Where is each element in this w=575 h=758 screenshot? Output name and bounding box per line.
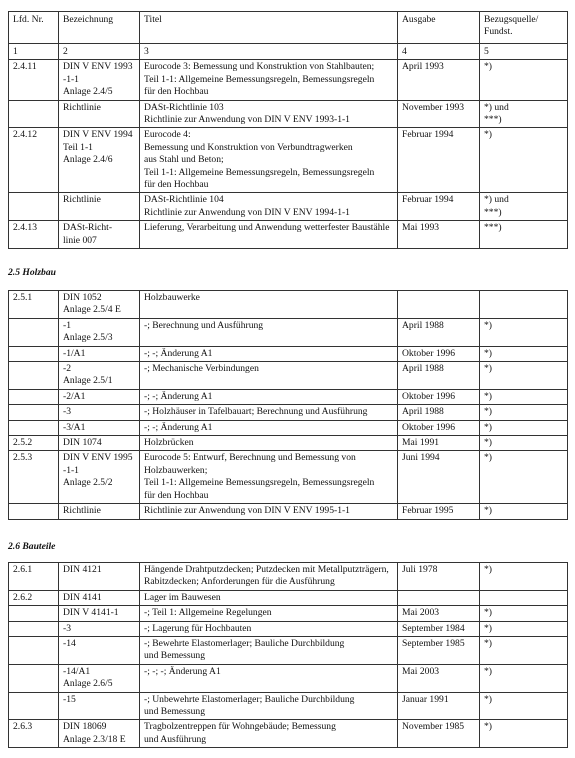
cell-bezeichnung — [59, 664, 140, 692]
cell-ausgabe-text: September 1984 — [402, 622, 465, 634]
cell-ausgabe — [398, 100, 480, 128]
cell-bezeichnung — [59, 291, 140, 319]
table-row — [9, 436, 568, 451]
table-row — [9, 420, 568, 435]
cell-bezeichnung-line: Anlage 2.6/5 — [63, 678, 113, 690]
cell-lfd-nr-text: 2.6.1 — [13, 564, 33, 575]
cell-titel — [140, 362, 398, 390]
cell-titel — [140, 637, 398, 665]
cell-bezugsquelle — [480, 346, 568, 361]
cell-bezeichnung-line: Anlage 2.4/6 — [63, 154, 113, 166]
cell-ausgabe-text: November 1985 — [402, 721, 465, 733]
cell-titel — [140, 563, 398, 591]
cell-bezeichnung — [59, 590, 140, 605]
cell-lfd-nr — [9, 128, 59, 193]
cell-titel-line: und Bemessung — [144, 650, 206, 662]
cell-lfd-nr — [9, 405, 59, 420]
cell-bezeichnung-line: -1 — [63, 319, 71, 331]
cell-ausgabe-text: Februar 1995 — [402, 505, 454, 517]
cell-lfd-nr — [9, 692, 59, 720]
cell-lfd-nr — [9, 100, 59, 128]
cell-ausgabe-text: Oktober 1996 — [402, 347, 456, 359]
column-number-5: 5 — [480, 44, 568, 60]
cell-titel — [140, 606, 398, 621]
header-titel: Titel — [140, 12, 398, 44]
cell-bezeichnung-line: DIN 18069 — [63, 721, 107, 733]
cell-titel-line: Richtlinie zur Anwendung von DIN V ENV 1995-1-1 — [144, 505, 350, 517]
cell-bezeichnung — [59, 405, 140, 420]
cell-bezeichnung-line: DIN 4141 — [63, 591, 102, 603]
cell-titel-line: Eurocode 3: Bemessung und Konstruktion von Stahlbauten; — [144, 61, 375, 73]
cell-bezeichnung-line: -14/A1 — [63, 665, 91, 677]
cell-titel-line: Tragbolzentreppen für Wohngebäude; Bemessung — [144, 721, 336, 733]
cell-bezugsquelle — [480, 720, 568, 748]
cell-lfd-nr-text: 2.5.1 — [13, 292, 33, 303]
table-row — [9, 606, 568, 621]
cell-titel-line: -; Lagerung für Hochbauten — [144, 622, 252, 634]
cell-lfd-nr-text: 2.4.13 — [13, 222, 37, 234]
table-body — [9, 291, 568, 520]
standards-table-stahlbau — [8, 11, 568, 249]
cell-lfd-nr-text: 2.6.2 — [13, 591, 33, 603]
cell-bezugsquelle — [480, 420, 568, 435]
table-row — [9, 100, 568, 128]
cell-titel-line: -; Teil 1: Allgemeine Regelungen — [144, 607, 272, 619]
cell-bezugsquelle — [480, 504, 568, 519]
cell-ausgabe — [398, 362, 480, 390]
cell-bezugsquelle — [480, 100, 568, 128]
cell-ausgabe — [398, 346, 480, 361]
cell-bezugsquelle-line: *) — [484, 665, 492, 677]
cell-lfd-nr-text: 2.5.2 — [13, 437, 33, 449]
cell-lfd-nr — [9, 436, 59, 451]
cell-bezeichnung — [59, 60, 140, 100]
table-row — [9, 346, 568, 361]
cell-bezugsquelle — [480, 318, 568, 346]
cell-bezugsquelle — [480, 692, 568, 720]
cell-titel-line: Teil 1-1: Allgemeine Bemessungsregeln, Bemessungsregeln — [144, 477, 375, 489]
column-number-3: 3 — [140, 44, 398, 60]
cell-titel-line: Eurocode 4: — [144, 129, 191, 141]
cell-titel-line: DASt-Richtlinie 103 — [144, 101, 224, 113]
cell-ausgabe-text: April 1988 — [402, 406, 444, 418]
cell-titel-line: Rabitzdecken; Anforderungen für die Ausführung — [144, 576, 335, 588]
header-bezugsquelle: Bezugsquelle/ Fundst. — [480, 12, 568, 44]
cell-ausgabe — [398, 720, 480, 748]
cell-bezugsquelle — [480, 606, 568, 621]
cell-bezugsquelle-line: ***) — [484, 222, 502, 234]
cell-bezugsquelle — [480, 621, 568, 636]
cell-bezeichnung — [59, 100, 140, 128]
cell-bezeichnung-line: -2 — [63, 363, 71, 375]
cell-ausgabe — [398, 664, 480, 692]
cell-bezeichnung — [59, 362, 140, 390]
cell-titel — [140, 692, 398, 720]
section-heading-holzbau: 2.5 Holzbau — [8, 267, 56, 278]
table-row — [9, 318, 568, 346]
cell-bezugsquelle-line: *) und — [484, 101, 509, 113]
cell-titel-line: DASt-Richtlinie 104 — [144, 194, 224, 206]
cell-titel-line: Teil 1-1: Allgemeine Bemessungsregeln, Bemessungsregeln — [144, 73, 375, 85]
cell-titel — [140, 420, 398, 435]
cell-bezugsquelle-line: *) — [484, 638, 492, 650]
cell-ausgabe-text: Januar 1991 — [402, 693, 449, 705]
cell-bezeichnung — [59, 504, 140, 519]
cell-titel-line: Richtlinie zur Anwendung von DIN V ENV 1993-1-1 — [144, 114, 350, 126]
cell-bezugsquelle — [480, 451, 568, 504]
cell-bezeichnung-line: DIN V ENV 1994 — [63, 129, 133, 141]
cell-ausgabe — [398, 405, 480, 420]
cell-titel — [140, 60, 398, 100]
table-body — [9, 563, 568, 748]
cell-bezeichnung-line: DIN 1074 — [63, 437, 102, 449]
cell-bezeichnung-line: DASt-Richt- — [63, 222, 113, 234]
cell-titel-line: -; Berechnung und Ausführung — [144, 319, 264, 331]
cell-ausgabe-text: April 1988 — [402, 363, 444, 375]
table-row — [9, 621, 568, 636]
cell-ausgabe-text: September 1985 — [402, 638, 465, 650]
cell-titel — [140, 193, 398, 221]
cell-bezeichnung-line: DIN V ENV 1993 — [63, 61, 133, 73]
cell-lfd-nr — [9, 193, 59, 221]
cell-bezugsquelle-line: *) — [484, 406, 492, 418]
cell-lfd-nr — [9, 362, 59, 390]
cell-ausgabe — [398, 637, 480, 665]
cell-bezeichnung — [59, 318, 140, 346]
cell-bezeichnung-line: -1/A1 — [63, 347, 86, 359]
cell-titel — [140, 291, 398, 319]
header-lfd-nr: Lfd. Nr. — [9, 12, 59, 44]
cell-titel-line: Teil 1-1: Allgemeine Bemessungsregeln, Bemessungsregeln — [144, 166, 375, 178]
cell-bezeichnung-line: -3 — [63, 406, 71, 418]
cell-bezugsquelle-line: *) — [484, 452, 492, 464]
cell-ausgabe — [398, 60, 480, 100]
cell-ausgabe-text: Februar 1994 — [402, 129, 454, 141]
cell-titel-line: Lager im Bauwesen — [144, 591, 221, 603]
cell-bezugsquelle-line: *) — [484, 505, 492, 517]
header-bezeichnung: Bezeichnung — [59, 12, 140, 44]
cell-bezeichnung-line: -14 — [63, 638, 76, 650]
column-number-2: 2 — [59, 44, 140, 60]
cell-bezeichnung — [59, 692, 140, 720]
column-number-row — [9, 44, 568, 60]
cell-ausgabe — [398, 389, 480, 404]
cell-titel-line: -; Unbewehrte Elastomerlager; Bauliche Durchbildung — [144, 693, 355, 705]
table-row — [9, 405, 568, 420]
cell-bezugsquelle — [480, 590, 568, 605]
cell-bezeichnung — [59, 720, 140, 748]
cell-bezeichnung-line: -15 — [63, 693, 76, 705]
table-row — [9, 193, 568, 221]
cell-lfd-nr — [9, 291, 59, 319]
header-ausgabe: Ausgabe — [398, 12, 480, 44]
cell-ausgabe-text: Mai 1991 — [402, 437, 440, 449]
cell-titel-line: für den Hochbau — [144, 179, 209, 191]
cell-bezeichnung-line: Anlage 2.5/1 — [63, 375, 113, 387]
cell-bezeichnung-line: Richtlinie — [63, 101, 101, 113]
cell-titel-line: Bemessung und Konstruktion von Verbundtragwerken — [144, 141, 353, 153]
cell-titel — [140, 590, 398, 605]
cell-bezugsquelle-line: *) — [484, 319, 492, 331]
table-row — [9, 362, 568, 390]
cell-lfd-nr-text: 2.4.12 — [13, 129, 37, 141]
cell-bezeichnung-line: Richtlinie — [63, 194, 101, 206]
cell-ausgabe — [398, 590, 480, 605]
table-row — [9, 590, 568, 605]
cell-bezugsquelle — [480, 664, 568, 692]
cell-bezugsquelle-line: *) — [484, 564, 492, 575]
cell-bezugsquelle — [480, 389, 568, 404]
cell-titel — [140, 128, 398, 193]
cell-lfd-nr — [9, 420, 59, 435]
cell-titel-line: Richtlinie zur Anwendung von DIN V ENV 1994-1-1 — [144, 206, 350, 218]
cell-bezugsquelle-line: *) — [484, 607, 492, 619]
cell-bezeichnung-line: Richtlinie — [63, 505, 101, 517]
cell-titel — [140, 436, 398, 451]
cell-ausgabe-text: Februar 1994 — [402, 194, 454, 206]
cell-bezugsquelle — [480, 128, 568, 193]
cell-bezugsquelle-line: ***) — [484, 114, 502, 126]
cell-bezeichnung — [59, 436, 140, 451]
cell-bezugsquelle-line: *) — [484, 437, 492, 449]
cell-bezugsquelle-line: *) — [484, 129, 492, 141]
table-row — [9, 389, 568, 404]
cell-bezugsquelle — [480, 405, 568, 420]
cell-titel — [140, 346, 398, 361]
cell-bezeichnung-line: linie 007 — [63, 234, 97, 246]
column-number-4: 4 — [398, 44, 480, 60]
cell-ausgabe — [398, 563, 480, 591]
cell-ausgabe — [398, 451, 480, 504]
cell-ausgabe-text: April 1988 — [402, 319, 444, 331]
cell-lfd-nr-text: 2.5.3 — [13, 452, 33, 464]
table-row — [9, 692, 568, 720]
cell-ausgabe — [398, 221, 480, 249]
cell-bezeichnung — [59, 451, 140, 504]
cell-bezeichnung — [59, 346, 140, 361]
cell-titel-line: für den Hochbau — [144, 489, 209, 501]
cell-bezugsquelle — [480, 60, 568, 100]
section-heading-bauteile: 2.6 Bauteile — [8, 541, 56, 552]
cell-lfd-nr — [9, 720, 59, 748]
cell-bezeichnung-line: Anlage 2.3/18 E — [63, 733, 126, 745]
cell-titel-line: Hängende Drahtputzdecken; Putzdecken mit Metallputzträgern, — [144, 564, 389, 575]
cell-titel — [140, 451, 398, 504]
cell-titel-line: Holzbauwerken; — [144, 464, 208, 476]
table-row — [9, 451, 568, 504]
cell-titel — [140, 221, 398, 249]
cell-titel-line: -; Bewehrte Elastomerlager; Bauliche Durchbildung — [144, 638, 345, 650]
cell-bezeichnung-line: -1-1 — [63, 464, 79, 476]
cell-titel-line: -; -; Änderung A1 — [144, 421, 213, 433]
cell-lfd-nr — [9, 590, 59, 605]
cell-bezeichnung-line: DIN 1052 — [63, 292, 102, 303]
cell-titel-line: -; -; -; Änderung A1 — [144, 665, 221, 677]
cell-bezeichnung-line: DIN V 4141-1 — [63, 607, 119, 619]
cell-ausgabe — [398, 318, 480, 346]
cell-bezugsquelle — [480, 221, 568, 249]
cell-lfd-nr — [9, 221, 59, 249]
cell-bezugsquelle-line: *) — [484, 390, 492, 402]
cell-bezeichnung-line: -3/A1 — [63, 421, 86, 433]
cell-titel — [140, 504, 398, 519]
cell-ausgabe — [398, 291, 480, 319]
cell-ausgabe — [398, 420, 480, 435]
table-row — [9, 60, 568, 100]
cell-ausgabe-text: Mai 2003 — [402, 607, 440, 619]
cell-bezeichnung — [59, 389, 140, 404]
cell-bezeichnung — [59, 420, 140, 435]
standards-table-bauteile — [8, 562, 568, 748]
cell-titel-line: und Bemessung — [144, 706, 206, 718]
cell-ausgabe — [398, 621, 480, 636]
cell-titel-line: Holzbauwerke — [144, 292, 200, 303]
table-row — [9, 504, 568, 519]
cell-ausgabe-text: Juli 1978 — [402, 564, 438, 575]
cell-bezugsquelle-line: *) — [484, 721, 492, 733]
cell-ausgabe — [398, 606, 480, 621]
table-row — [9, 637, 568, 665]
table-row — [9, 128, 568, 193]
cell-bezeichnung — [59, 563, 140, 591]
cell-bezugsquelle — [480, 436, 568, 451]
table-row — [9, 720, 568, 748]
cell-titel-line: Eurocode 5: Entwurf, Berechnung und Bemessung von — [144, 452, 356, 464]
cell-titel-line: aus Stahl und Beton; — [144, 154, 224, 166]
cell-ausgabe-text: Juni 1994 — [402, 452, 440, 464]
cell-lfd-nr — [9, 664, 59, 692]
cell-bezugsquelle-line: *) — [484, 363, 492, 375]
cell-lfd-nr — [9, 346, 59, 361]
table-body — [9, 60, 568, 249]
cell-ausgabe-text: April 1993 — [402, 61, 444, 73]
cell-bezeichnung-line: -3 — [63, 622, 71, 634]
cell-titel-line: Lieferung, Verarbeitung und Anwendung wetterfester Baustähle — [144, 222, 390, 234]
cell-ausgabe — [398, 128, 480, 193]
cell-lfd-nr — [9, 451, 59, 504]
table-row — [9, 563, 568, 591]
cell-bezeichnung — [59, 621, 140, 636]
cell-lfd-nr — [9, 318, 59, 346]
cell-bezeichnung — [59, 637, 140, 665]
cell-titel — [140, 621, 398, 636]
cell-bezeichnung-line: -1-1 — [63, 73, 79, 85]
cell-titel-line: für den Hochbau — [144, 86, 209, 98]
cell-titel-line: und Ausführung — [144, 733, 207, 745]
cell-titel — [140, 100, 398, 128]
table-row — [9, 221, 568, 249]
cell-titel-line: Holzbrücken — [144, 437, 194, 449]
cell-ausgabe — [398, 193, 480, 221]
cell-bezeichnung — [59, 193, 140, 221]
cell-ausgabe — [398, 504, 480, 519]
table-row — [9, 664, 568, 692]
cell-titel-line: -; Mechanische Verbindungen — [144, 363, 259, 375]
cell-bezugsquelle — [480, 291, 568, 319]
cell-titel-line: -; -; Änderung A1 — [144, 347, 213, 359]
cell-titel-line: -; -; Änderung A1 — [144, 390, 213, 402]
cell-bezeichnung-line: Anlage 2.5/2 — [63, 477, 113, 489]
cell-bezeichnung — [59, 606, 140, 621]
cell-titel — [140, 389, 398, 404]
cell-bezugsquelle-line: *) — [484, 347, 492, 359]
cell-ausgabe-text: Oktober 1996 — [402, 390, 456, 402]
cell-bezeichnung-line: -2/A1 — [63, 390, 86, 402]
cell-titel — [140, 664, 398, 692]
cell-titel-line: -; Holzhäuser in Tafelbauart; Berechnung und Ausführung — [144, 406, 368, 418]
cell-bezeichnung — [59, 128, 140, 193]
cell-bezugsquelle-line: *) — [484, 693, 492, 705]
cell-lfd-nr — [9, 60, 59, 100]
header-row — [9, 12, 568, 44]
cell-lfd-nr-text: 2.6.3 — [13, 721, 33, 733]
cell-lfd-nr-text: 2.4.11 — [13, 61, 37, 73]
cell-titel — [140, 318, 398, 346]
table-row — [9, 291, 568, 319]
cell-ausgabe — [398, 436, 480, 451]
cell-bezugsquelle — [480, 637, 568, 665]
cell-ausgabe-text: Mai 1993 — [402, 222, 440, 234]
standards-table-holzbau — [8, 290, 568, 520]
cell-lfd-nr — [9, 504, 59, 519]
cell-ausgabe-text: November 1993 — [402, 101, 465, 113]
cell-bezugsquelle — [480, 362, 568, 390]
cell-titel — [140, 720, 398, 748]
cell-bezugsquelle-line: *) — [484, 421, 492, 433]
cell-lfd-nr — [9, 606, 59, 621]
cell-bezeichnung-line: Anlage 2.4/5 — [63, 86, 113, 98]
cell-bezeichnung-line: Anlage 2.5/3 — [63, 332, 113, 344]
cell-bezugsquelle-line: *) — [484, 622, 492, 634]
column-number-1: 1 — [9, 44, 59, 60]
cell-ausgabe — [398, 692, 480, 720]
cell-bezugsquelle-line: ***) — [484, 206, 502, 218]
cell-bezugsquelle-line: *) — [484, 61, 492, 73]
cell-bezeichnung-line: Anlage 2.5/4 E — [63, 304, 121, 316]
cell-bezeichnung — [59, 221, 140, 249]
cell-lfd-nr — [9, 389, 59, 404]
cell-titel — [140, 405, 398, 420]
cell-bezeichnung-line: Teil 1-1 — [63, 141, 93, 153]
cell-bezugsquelle-line: *) und — [484, 194, 509, 206]
cell-lfd-nr — [9, 621, 59, 636]
cell-ausgabe-text: Oktober 1996 — [402, 421, 456, 433]
cell-bezugsquelle — [480, 193, 568, 221]
cell-bezeichnung-line: DIN 4121 — [63, 564, 102, 575]
cell-ausgabe-text: Mai 2003 — [402, 665, 440, 677]
cell-lfd-nr — [9, 563, 59, 591]
cell-bezeichnung-line: DIN V ENV 1995 — [63, 452, 133, 464]
cell-lfd-nr — [9, 637, 59, 665]
cell-bezugsquelle — [480, 563, 568, 591]
